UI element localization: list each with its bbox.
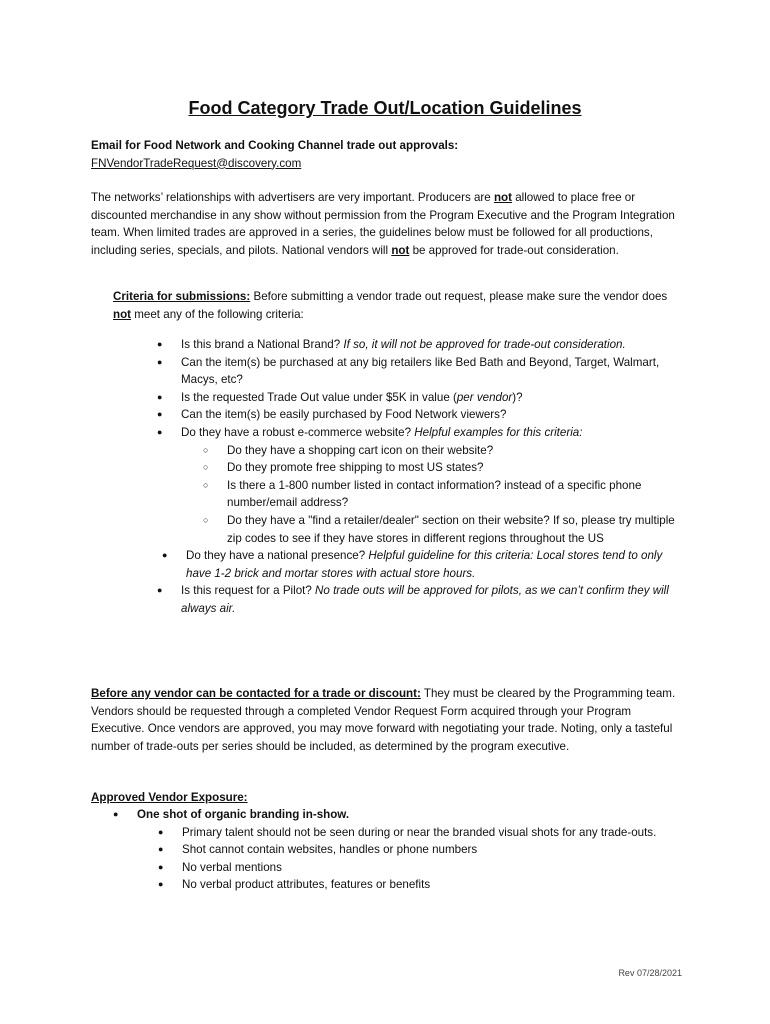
item-italic: No trade outs will be approved for pilots, as we can’t confirm they will always air. bbox=[181, 584, 669, 615]
email-address-link[interactable]: FNVendorTradeRequest@discovery.com bbox=[91, 156, 302, 170]
item-italic: If so, it will not be approved for trade-out consideration. bbox=[343, 338, 626, 351]
criteria-text-1: Before submitting a vendor trade out request, please make sure the vendor does bbox=[250, 290, 668, 303]
contact-paragraph bbox=[91, 685, 679, 755]
approved-list bbox=[113, 806, 683, 894]
item-text: Can the item(s) be easily purchased by Food Network viewers? bbox=[181, 408, 507, 422]
sub-list-item: ● Shot cannot contain websites, handles or phone numbers bbox=[158, 841, 683, 859]
contact-label: Before any vendor can be contacted for a trade or discount: bbox=[91, 687, 421, 700]
sub-list-item: ○ Do they promote free shipping to most US states? bbox=[203, 459, 677, 477]
criteria-text-2: meet any of the following criteria: bbox=[131, 307, 304, 321]
ecommerce-sublist bbox=[203, 442, 677, 548]
item-text: Do they have a national presence? bbox=[186, 549, 369, 563]
intro-text-3: be approved for trade-out consideration. bbox=[409, 243, 619, 257]
item-text: Is this request for a Pilot? bbox=[181, 584, 316, 598]
list-item bbox=[113, 806, 683, 894]
approved-heading: Approved Vendor Exposure: bbox=[91, 791, 248, 804]
page-title: Food Category Trade Out/Location Guidelines bbox=[188, 98, 582, 118]
item-text: Is the requested Trade Out value under $5K in value ( bbox=[181, 390, 457, 404]
item-italic: per vendor bbox=[456, 390, 513, 404]
list-item bbox=[148, 547, 677, 582]
list-item bbox=[157, 424, 677, 547]
list-item bbox=[157, 389, 677, 407]
sub-list-item: ● No verbal product attributes, features or benefits bbox=[158, 876, 683, 894]
list-item bbox=[157, 582, 677, 617]
intro-not-1: not bbox=[493, 191, 512, 204]
sub-list-item: ○ Do they have a "find a retailer/dealer" section on their website? If so, please try multiple zip codes to see if they have stores in different regions throughout the US bbox=[203, 512, 677, 547]
criteria-label: Criteria for submissions: bbox=[113, 290, 251, 303]
email-heading: Email for Food Network and Cooking Channel trade out approvals: bbox=[91, 139, 459, 152]
approved-sublist bbox=[158, 824, 683, 894]
criteria-paragraph bbox=[113, 288, 673, 323]
revision-date: Rev 07/28/2021 bbox=[618, 968, 682, 978]
sub-list-item: ○ Do they have a shopping cart icon on their website? bbox=[203, 442, 677, 460]
intro-text-1: The networks’ relationships with advertisers are very important. Producers are bbox=[91, 191, 494, 204]
intro-not-2: not bbox=[391, 243, 410, 257]
contact-text: They must be cleared by the Programming team. Vendors should be requested through a completed Vendor Request Form acquired through your Program Executive. Once vendors are approved, you may move forward with negotiating your trade. Noting, only a tasteful number of trade-outs per series should be included, as determined by the program executive. bbox=[91, 687, 676, 753]
sub-list-item: ● Primary talent should not be seen during or near the branded visual shots for any trade-outs. bbox=[158, 824, 683, 842]
list-item bbox=[157, 336, 677, 354]
item-italic: Helpful guideline for this criteria: Local stores tend to only have 1-2 brick and mortar stores with actual store hours. bbox=[186, 549, 663, 580]
sub-list-item: ● No verbal mentions bbox=[158, 859, 683, 877]
item-text: Can the item(s) be purchased at any big retailers like Bed Bath and Beyond, Target, Walmart, Macys, etc? bbox=[181, 355, 660, 387]
item-text-end: )? bbox=[512, 390, 523, 404]
criteria-list bbox=[157, 336, 677, 618]
approved-item: One shot of organic branding in-show. bbox=[137, 808, 350, 821]
intro-text-2: allowed to place free or discounted merchandise in any show without permission from the Program Executive and the Program Integration team. When limited trades are approved in a series, the guidelines below must be followed for all productions, including series, specials, and pilots. National vendors will bbox=[91, 191, 675, 257]
intro-paragraph bbox=[91, 189, 679, 259]
criteria-not: not bbox=[113, 307, 132, 321]
list-item bbox=[157, 406, 677, 424]
email-address-row bbox=[91, 155, 691, 173]
item-text: Is this brand a National Brand? bbox=[181, 338, 344, 351]
sub-list-item: ○ Is there a 1-800 number listed in contact information? instead of a specific phone number/email address? bbox=[203, 477, 677, 512]
item-italic: Helpful examples for this criteria: bbox=[414, 425, 583, 439]
email-block bbox=[91, 137, 691, 172]
item-text: Do they have a robust e-commerce website? bbox=[181, 425, 415, 439]
list-item bbox=[157, 354, 677, 389]
